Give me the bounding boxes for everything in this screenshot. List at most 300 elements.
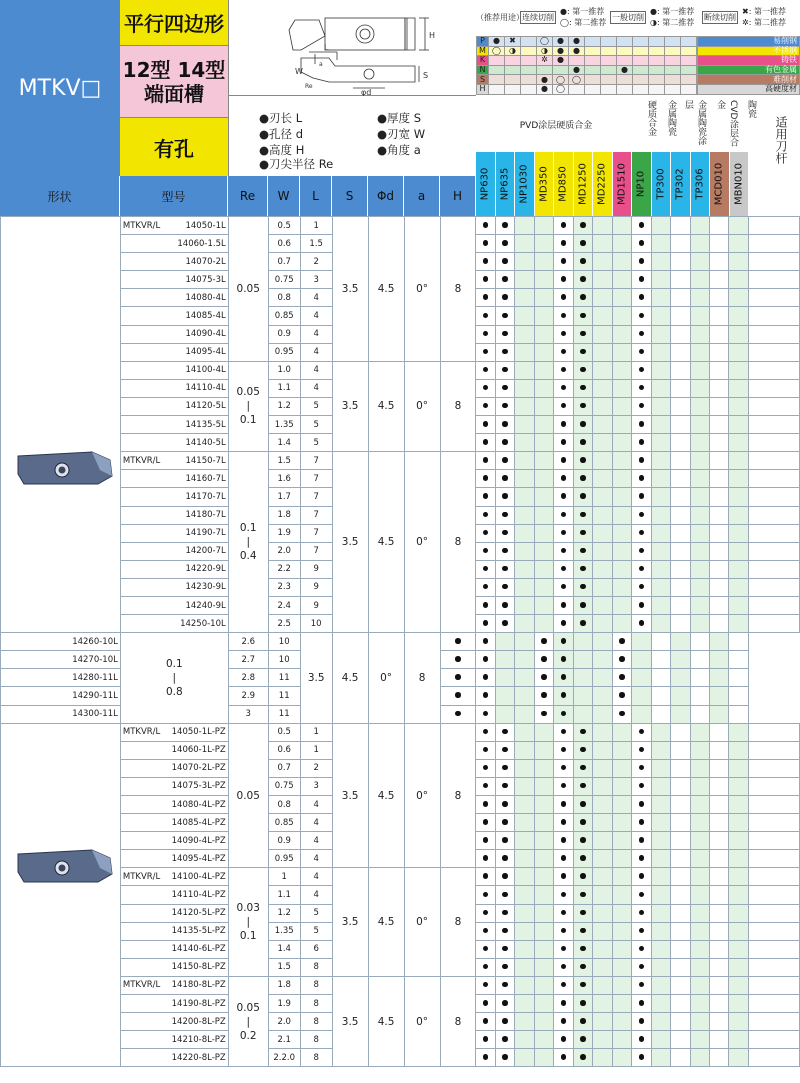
model-number: 14230-9L — [185, 582, 226, 593]
grade-cell — [554, 560, 573, 578]
grade-cell — [476, 488, 495, 506]
w-value: 1.2 — [268, 904, 300, 922]
recommend-dot — [561, 711, 567, 717]
recommend-dot — [455, 656, 461, 662]
recommend-dot — [639, 855, 645, 861]
recommend-dot — [483, 331, 489, 337]
model-cell — [120, 325, 228, 343]
recommend-dot — [483, 928, 489, 934]
grade-cell — [612, 705, 631, 723]
dim-l: ●刃长 L — [259, 111, 303, 125]
grade-cell — [690, 832, 709, 850]
recommend-dot — [502, 584, 508, 590]
toolbar-cell — [748, 542, 799, 560]
recommend-dot — [580, 331, 586, 337]
recommend-dot — [483, 1036, 489, 1042]
grade-cell — [729, 796, 748, 814]
grade-cell — [515, 669, 534, 687]
grade-cell — [651, 434, 670, 452]
grade-cell — [710, 217, 729, 235]
grade-cell — [632, 560, 651, 578]
grade-cell — [534, 289, 553, 307]
grade-cell — [593, 542, 612, 560]
grade-cell — [515, 976, 534, 994]
grade-cell — [651, 361, 670, 379]
grade-md350 — [535, 152, 555, 216]
recommend-dot — [483, 584, 489, 590]
recommend-dot — [561, 1054, 567, 1060]
toolbar-cell — [748, 578, 799, 596]
grade-cell — [515, 705, 534, 723]
recommend-dot — [639, 1000, 645, 1006]
w-value: 2.7 — [228, 651, 268, 669]
material-mark: ✖ — [505, 37, 521, 47]
grade-cell — [690, 922, 709, 940]
toolbar-cell — [748, 253, 799, 271]
material-mark — [649, 84, 665, 94]
grade-cell — [554, 669, 573, 687]
grade-cell — [632, 777, 651, 795]
dim-h: ●高度 H — [259, 143, 305, 157]
model-number: 14150-7L — [185, 455, 226, 466]
recommend-dot — [483, 566, 489, 572]
material-mark: ◯ — [489, 46, 505, 56]
a-value: 0° — [404, 723, 440, 868]
recommend-dot — [639, 964, 645, 970]
l-value: 4 — [300, 379, 332, 397]
grade-cell — [651, 814, 670, 832]
grade-cell — [632, 814, 651, 832]
grade-cell — [515, 361, 534, 379]
grade-cell — [632, 397, 651, 415]
grade-cell — [593, 723, 612, 741]
w-value: 2.0 — [268, 542, 300, 560]
model-number: 14095-4L — [185, 347, 226, 358]
material-mark — [505, 75, 521, 85]
interrupted-cut-label: 断续切削 — [704, 13, 736, 22]
general-first: ●: 第一推荐 — [650, 7, 695, 16]
grade-cell — [476, 759, 495, 777]
toolbar-cell — [748, 434, 799, 452]
grade-cell — [573, 633, 592, 651]
material-mark: ● — [569, 37, 585, 47]
recommend-dot — [639, 258, 645, 264]
grade-cell — [554, 506, 573, 524]
grade-cell — [534, 596, 553, 614]
grade-cell — [632, 868, 651, 886]
grade-cell — [729, 452, 748, 470]
grade-cell — [554, 470, 573, 488]
model-cell — [120, 379, 228, 397]
recommend-dot — [561, 584, 567, 590]
grade-cell — [534, 886, 553, 904]
recommend-dot — [561, 946, 567, 952]
l-value: 4 — [300, 343, 332, 361]
l-value: 9 — [300, 578, 332, 596]
grade-cell — [515, 452, 534, 470]
grade-cell — [729, 1013, 748, 1031]
grade-cell — [593, 669, 612, 687]
w-value: 2.4 — [268, 596, 300, 614]
recommend-dot — [502, 819, 508, 825]
grade-cell — [495, 759, 514, 777]
model-cell — [120, 832, 228, 850]
material-mark: ● — [569, 46, 585, 56]
grade-cell — [632, 886, 651, 904]
label-h: H — [429, 31, 436, 40]
grade-cell — [593, 416, 612, 434]
grade-cell — [671, 470, 690, 488]
recommend-dot — [639, 729, 645, 735]
recommend-dot — [483, 801, 489, 807]
grade-cell — [495, 560, 514, 578]
recommend-dot — [580, 747, 586, 753]
material-mark: ● — [553, 37, 569, 47]
recommend-dot — [561, 801, 567, 807]
grade-cell — [593, 777, 612, 795]
grade-cell — [632, 217, 651, 235]
grade-cell — [690, 416, 709, 434]
d-value: 4.5 — [368, 217, 404, 362]
grade-cell — [729, 235, 748, 253]
w-value: 0.6 — [268, 741, 300, 759]
w-value: 0.75 — [268, 271, 300, 289]
grade-cell — [534, 343, 553, 361]
grade-mcd010 — [710, 152, 730, 216]
model-cell — [120, 759, 228, 777]
grade-cell — [612, 615, 631, 633]
toolbar-cell — [748, 217, 799, 235]
toolbar-cell — [748, 759, 799, 777]
grade-cell — [651, 379, 670, 397]
l-value: 1 — [300, 217, 332, 235]
grade-cell — [554, 777, 573, 795]
grade-cell — [729, 397, 748, 415]
grade-cell — [476, 777, 495, 795]
toolbar-cell — [748, 560, 799, 578]
grade-cell — [476, 253, 495, 271]
grade-cell — [573, 235, 592, 253]
recommend-dot — [639, 765, 645, 771]
grade-cell — [593, 1031, 612, 1049]
recommend-dot — [561, 240, 567, 246]
toolbar-cell — [748, 958, 799, 976]
grade-cell — [534, 506, 553, 524]
grade-cell — [632, 1031, 651, 1049]
grade-cell — [729, 343, 748, 361]
recommend-dot — [561, 367, 567, 373]
grade-cell — [573, 832, 592, 850]
l-value: 11 — [268, 687, 300, 705]
recommend-dot — [502, 892, 508, 898]
toolbar-cell — [748, 995, 799, 1013]
grade-cell — [729, 814, 748, 832]
grade-cell — [612, 886, 631, 904]
dim-w: ●刃宽 W — [377, 127, 426, 141]
grade-cell — [573, 615, 592, 633]
toolbar-cell — [748, 361, 799, 379]
grade-cell — [515, 325, 534, 343]
grade-cell — [476, 796, 495, 814]
grade-cell — [729, 596, 748, 614]
model-number: 14200-8L-PZ — [171, 1016, 226, 1027]
w-value: 2.3 — [268, 578, 300, 596]
grade-label: NP635 — [499, 167, 511, 201]
grade-cell — [573, 596, 592, 614]
cvd-group-label: CVD涂层合金 — [715, 100, 738, 147]
w-value: 1.1 — [268, 379, 300, 397]
model-cell — [120, 596, 228, 614]
grade-cell — [690, 542, 709, 560]
l-value: 2 — [300, 253, 332, 271]
grade-cell — [671, 669, 690, 687]
grade-cell — [632, 976, 651, 994]
grade-cell — [573, 705, 592, 723]
grade-cell — [710, 397, 729, 415]
dim-d: ●孔径 d — [259, 127, 303, 141]
grade-cell — [710, 307, 729, 325]
grade-cell — [495, 524, 514, 542]
recommend-dot — [483, 819, 489, 825]
recommend-dot — [483, 855, 489, 861]
grade-cell — [710, 741, 729, 759]
recommend-dot — [639, 566, 645, 572]
grade-cell — [515, 235, 534, 253]
grade-cell — [593, 289, 612, 307]
grade-cell — [729, 524, 748, 542]
grade-cell — [612, 687, 631, 705]
grade-cell — [495, 850, 514, 868]
grade-cell — [515, 1049, 534, 1067]
model-cell — [120, 452, 228, 470]
grade-cell — [573, 886, 592, 904]
l-value: 1.5 — [300, 235, 332, 253]
model-number: 14075-3L-PZ — [171, 781, 226, 792]
grade-cell — [729, 506, 748, 524]
material-mark: ● — [489, 37, 505, 47]
grade-cell — [554, 289, 573, 307]
l-value: 4 — [300, 832, 332, 850]
recommend-dot — [502, 385, 508, 391]
recommend-dot — [502, 928, 508, 934]
grade-cell — [710, 687, 729, 705]
grade-cell — [534, 976, 553, 994]
grade-cell — [710, 452, 729, 470]
recommend-dot — [580, 512, 586, 518]
toolbar-cell — [748, 868, 799, 886]
l-value: 7 — [300, 524, 332, 542]
grade-cell — [593, 741, 612, 759]
l-value: 8 — [300, 976, 332, 994]
grade-cell — [534, 922, 553, 940]
material-name: 铸铁 — [698, 56, 800, 66]
insert-drawing — [228, 0, 476, 96]
recommend-dot — [541, 638, 547, 644]
grade-cell — [651, 687, 670, 705]
toolbar-cell — [748, 741, 799, 759]
model-number: 14050-1L-PZ — [171, 727, 226, 738]
grade-cell — [593, 343, 612, 361]
label-w: W — [295, 67, 303, 76]
coated-cermet-group-label: 金属陶瓷涂层 — [683, 100, 706, 145]
recommend-dot — [561, 692, 567, 698]
toolbar-cell — [729, 705, 748, 723]
material-mark — [521, 37, 537, 47]
table-row — [1, 868, 800, 886]
model-cell — [120, 361, 228, 379]
grade-cell — [632, 289, 651, 307]
d-value: 4.5 — [368, 868, 404, 977]
recommend-dot — [502, 837, 508, 843]
grade-cell — [690, 669, 709, 687]
grade-cell — [495, 397, 514, 415]
toolbar-col-header — [749, 176, 800, 216]
recommend-dot — [541, 711, 547, 717]
l-value: 4 — [300, 361, 332, 379]
s-value: 3.5 — [332, 452, 368, 633]
recommend-dot — [561, 729, 567, 735]
grade-cell — [632, 343, 651, 361]
grade-cell — [651, 506, 670, 524]
grade-cell — [476, 379, 495, 397]
material-mark: ◯ — [569, 75, 585, 85]
grade-label: MD350 — [538, 166, 550, 202]
recommend-dot — [561, 493, 567, 499]
l-value: 4 — [300, 886, 332, 904]
model-number: 14300-11L — [72, 709, 118, 720]
grade-cell — [671, 325, 690, 343]
grade-cell — [690, 235, 709, 253]
model-prefix: MTKVR/L — [122, 220, 161, 231]
grade-cell — [651, 669, 670, 687]
grade-cell — [554, 235, 573, 253]
grade-cell — [476, 560, 495, 578]
w-value: 0.7 — [268, 253, 300, 271]
recommend-dot — [561, 892, 567, 898]
material-mark — [617, 75, 633, 85]
recommend-dot — [455, 711, 461, 717]
grade-cell — [554, 940, 573, 958]
grade-cell — [671, 596, 690, 614]
grade-cell — [710, 542, 729, 560]
grade-cell — [515, 253, 534, 271]
model-number: 14110-4L-PZ — [171, 890, 226, 901]
grade-cell — [440, 651, 476, 669]
model-cell — [120, 289, 228, 307]
model-number: 14135-5L-PZ — [171, 926, 226, 937]
grade-cell — [534, 814, 553, 832]
recommend-dot — [580, 946, 586, 952]
recommend-dot — [561, 548, 567, 554]
grade-cell — [651, 940, 670, 958]
grade-cell — [710, 976, 729, 994]
w-value: 0.8 — [268, 289, 300, 307]
grade-cell — [554, 633, 573, 651]
grade-cell — [729, 289, 748, 307]
l-value: 5 — [300, 922, 332, 940]
recommend-dot — [502, 349, 508, 355]
grade-cell — [515, 217, 534, 235]
material-mark — [633, 56, 649, 66]
grade-md2250 — [593, 152, 613, 216]
material-mark: ● — [617, 65, 633, 75]
model-number: 14250-10L — [180, 618, 226, 629]
grade-cell — [671, 416, 690, 434]
l-value: 4 — [300, 796, 332, 814]
label-d: φd — [361, 88, 372, 96]
grade-cell — [476, 397, 495, 415]
model-number: 14170-7L — [185, 491, 226, 502]
grade-cell — [671, 796, 690, 814]
grade-cell — [573, 452, 592, 470]
grade-cell — [554, 416, 573, 434]
recommend-dot — [580, 258, 586, 264]
recommend-dot — [580, 222, 586, 228]
grade-cell — [534, 361, 553, 379]
recommend-dot — [483, 620, 489, 626]
toolbar-cell — [748, 452, 799, 470]
grade-cell — [573, 506, 592, 524]
grade-cell — [593, 976, 612, 994]
grade-cell — [554, 253, 573, 271]
grade-cell — [573, 940, 592, 958]
recommend-dot — [483, 548, 489, 554]
grade-cell — [515, 940, 534, 958]
recommend-dot — [502, 620, 508, 626]
grade-cell — [612, 796, 631, 814]
recommend-dot — [639, 294, 645, 300]
grade-cell — [593, 615, 612, 633]
grade-cell — [534, 452, 553, 470]
grade-cell — [632, 506, 651, 524]
material-mark: ◯ — [537, 37, 553, 47]
grade-cell — [534, 741, 553, 759]
grade-cell — [534, 904, 553, 922]
grade-cell — [534, 777, 553, 795]
recommend-dot — [502, 1054, 508, 1060]
grade-cell — [671, 452, 690, 470]
re-value: 0.03 | 0.1 — [228, 868, 268, 977]
grade-cell — [612, 560, 631, 578]
recommend-dot — [561, 1018, 567, 1024]
grade-cell — [495, 705, 514, 723]
grade-cell — [710, 850, 729, 868]
model-prefix: MTKVR/L — [122, 455, 161, 466]
recommend-dot — [502, 530, 508, 536]
grade-cell — [593, 325, 612, 343]
recommend-dot — [639, 946, 645, 952]
re-value: 0.05 | 0.2 — [228, 976, 268, 1066]
material-mark — [601, 56, 617, 66]
model-cell — [120, 777, 228, 795]
model-cell — [120, 741, 228, 759]
recommend-dot — [639, 222, 645, 228]
recommend-dot — [619, 692, 625, 698]
toolbar-cell — [748, 307, 799, 325]
recommend-dot — [455, 674, 461, 680]
grade-cell — [729, 615, 748, 633]
model-number: 14220-9L — [185, 564, 226, 575]
grade-cell — [476, 271, 495, 289]
recommend-dot — [619, 638, 625, 644]
material-mark — [681, 65, 697, 75]
grade-cell — [495, 361, 514, 379]
model-number: 14075-3L — [185, 274, 226, 285]
material-row — [477, 56, 800, 66]
grade-cell — [573, 307, 592, 325]
grade-cell — [573, 850, 592, 868]
grade-cell — [632, 995, 651, 1013]
